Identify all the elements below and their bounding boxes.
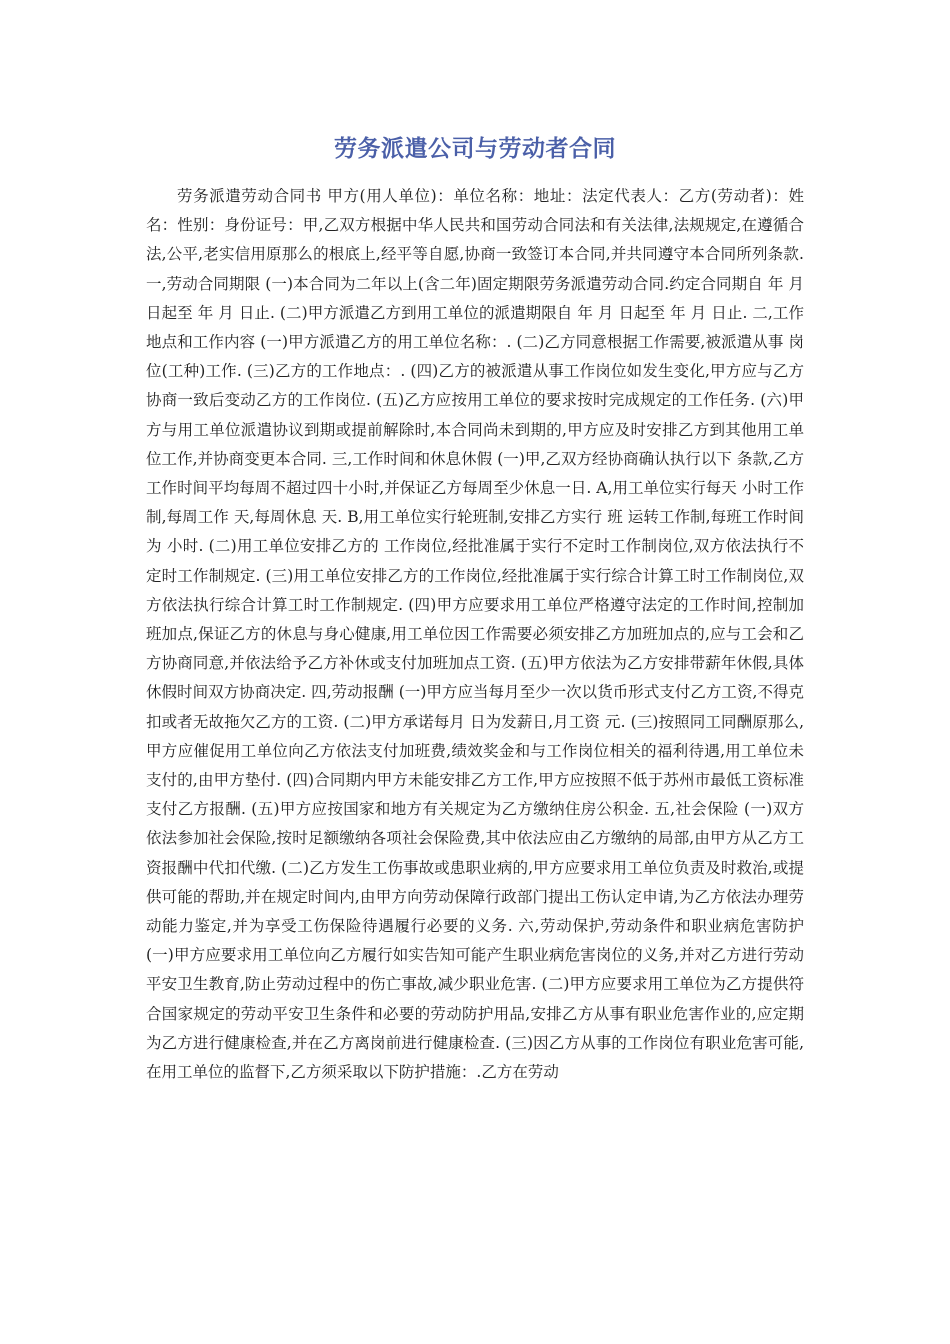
contract-body-paragraph: 劳务派遣劳动合同书 甲方(用人单位)：单位名称：地址：法定代表人：乙方(劳动者)：姓名：性别：身份证号：甲,乙双方根据中华人民共和国劳动合同法和有关法律,法规规定,在遵循合法,公平,老实信用原那么的根底上,经平等自愿,协商一致签订本合同,并共同遵守本合同所列条款. 一,劳动合同期限 (一)本合同为二年以上(含二年)固定期限劳务派遣劳动合同.约定合同期自 年 月 日起至 年 月 日止. (二)甲方派遣乙方到用工单位的派遣期限自 年 月 日起至 年 月 日止. 二,工作地点和工作内容 (一)甲方派遣乙方的用工单位名称：. (二)乙方同意根据工作需要,被派遣从事 岗位(工种)工作. (三)乙方的工作地点：. (四)乙方的被派遣从事工作岗位如发生变化,甲方应与乙方协商一致后变动乙方的工作岗位. (五)乙方应按用工单位的要求按时完成规定的工作任务. (六)甲方与用工单位派遣协议到期或提前解除时,本合同尚未到期的,甲方应及时安排乙方到其他用工单位工作,并协商变更本合同. 三,工作时间和休息休假 (一)甲,乙双方经协商确认执行以下 条款,乙方工作时间平均每周不超过四十小时,并保证乙方每周至少休息一日. A,用工单位实行每天 小时工作制,每周工作 天,每周休息 天. B,用工单位实行轮班制,安排乙方实行 班 运转工作制,每班工作时间为 小时. (二)用工单位安排乙方的 工作岗位,经批准属于实行不定时工作制岗位,双方依法执行不定时工作制规定. (三)用工单位安排乙方的工作岗位,经批准属于实行综合计算工时工作制岗位,双方依法执行综合计算工时工作制规定. (四)甲方应要求用工单位严格遵守法定的工作时间,控制加班加点,保证乙方的休息与身心健康,用工单位因工作需要必须安排乙方加班加点的,应与工会和乙方协商同意,并依法给予乙方补休或支付加班加点工资. (五)甲方依法为乙方安排带薪年休假,具体休假时间双方协商决定. 四,劳动报酬 (一)甲方应当每月至少一次以货币形式支付乙方工资,不得克扣或者无故拖欠乙方的工资. (二)甲方承诺每月 日为发薪日,月工资 元. (三)按照同工同酬原那么,甲方应催促用工单位向乙方依法支付加班费,绩效奖金和与工作岗位相关的福利待遇,用工单位未支付的,由甲方垫付. (四)合同期内甲方未能安排乙方工作,甲方应按照不低于苏州市最低工资标准支付乙方报酬. (五)甲方应按国家和地方有关规定为乙方缴纳住房公积金. 五,社会保险 (一)双方依法参加社会保险,按时足额缴纳各项社会保险费,其中依法应由乙方缴纳的局部,由甲方从乙方工资报酬中代扣代缴. (二)乙方发生工伤事故或患职业病的,甲方应要求用工单位负责及时救治,或提供可能的帮助,并在规定时间内,由甲方向劳动保障行政部门提出工伤认定申请,为乙方依法办理劳动能力鉴定,并为享受工伤保险待遇履行必要的义务. 六,劳动保护,劳动条件和职业病危害防护 (一)甲方应要求用工单位向乙方履行如实告知可能产生职业病危害岗位的义务,并对乙方进行劳动平安卫生教育,防止劳动过程中的伤亡事故,减少职业危害. (二)甲方应要求用工单位为乙方提供符合国家规定的劳动平安卫生条件和必要的劳动防护用品,安排乙方从事有职业危害作业的,应定期为乙方进行健康检查,并在乙方离岗前进行健康检查. (三)因乙方从事的工作岗位有职业危害可能,在用工单位的监督下,乙方须采取以下防护措施：.乙方在劳动 <box>146 187 804 1082</box>
document-title: 劳务派遣公司与劳动者合同 <box>334 136 616 162</box>
